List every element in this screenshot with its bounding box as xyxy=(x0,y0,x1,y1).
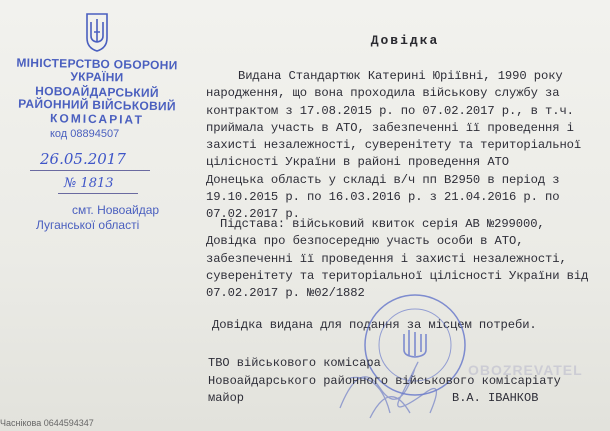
signature-title: ТВО військового комісара xyxy=(208,356,381,370)
stamp-ministry: МІНІСТЕРСТВО ОБОРОНИ xyxy=(16,55,178,73)
main-paragraph xyxy=(206,68,582,224)
purpose-line: Довідка видана для подання за місцем потреби. xyxy=(212,318,537,332)
signature-name: В.А. ІВАНКОВ xyxy=(452,391,539,405)
locality-region: Луганської області xyxy=(36,218,140,232)
paragraph-line: Донецька область у складі в/ч пп В2950 в період з xyxy=(206,172,560,187)
handwritten-number: № 1813 xyxy=(64,176,114,191)
stamp-country: УКРАЇНИ xyxy=(70,69,124,85)
signature-office: Новоайдарського районного військового комісаріату xyxy=(208,374,561,388)
signature-scribble-icon xyxy=(330,318,470,428)
stamp-district: НОВОАЙДАРСЬКИЙ xyxy=(35,83,159,101)
paragraph-line: суверенітету та територіальної цілісності України від xyxy=(206,268,589,283)
date-underline xyxy=(30,170,150,171)
stamp-office: РАЙОННИЙ ВІЙСЬКОВИЙ xyxy=(18,96,176,114)
paragraph-line: цілісності України в районі проведення АТО xyxy=(206,155,509,170)
watermark: OBOZREVATEL xyxy=(468,362,583,378)
paragraph-line: контрактом з 17.08.2015 р. по 07.02.2017 р., в т.ч. xyxy=(206,103,574,118)
paragraph-line: 07.02.2017 р. xyxy=(206,207,300,222)
signature-rank: майор xyxy=(208,391,245,405)
stamp-commissariat: КОМІСАРІАТ xyxy=(50,111,144,127)
document-title: Довідка xyxy=(370,33,440,48)
paragraph-line: 07.02.2017 р. №02/1882 xyxy=(206,286,365,301)
footer-note: Часнікова 0644594347 xyxy=(0,418,94,428)
paragraph-line: Видана Стандартюк Катерині Юріївні, 1990 року xyxy=(238,69,563,83)
paragraph-line: забезпеченні її проведення і захисті незалежності, xyxy=(206,251,567,266)
number-underline xyxy=(58,193,138,194)
paragraph-line: захисті незалежності, суверенітету та територіальної xyxy=(206,138,582,153)
trident-emblem-icon xyxy=(84,12,110,52)
stamp-code: код 08894507 xyxy=(50,128,120,140)
paragraph-line: Підстава: військовий квиток серія АВ №299000, xyxy=(220,217,545,231)
paragraph-line: 19.10.2015 р. по 16.03.2016 р. з 21.04.2016 р. по xyxy=(206,190,560,205)
paragraph-line: народження, що вона проходила військову службу за xyxy=(206,86,560,101)
handwritten-date: 26.05.2017 xyxy=(40,150,126,168)
paragraph-line: Довідка про безпосередню участь особи в АТО, xyxy=(206,234,524,249)
paragraph-line: приймала участь в АТО, забезпеченні її проведення і xyxy=(206,120,574,135)
locality-town: смт. Новоайдар xyxy=(72,203,160,217)
